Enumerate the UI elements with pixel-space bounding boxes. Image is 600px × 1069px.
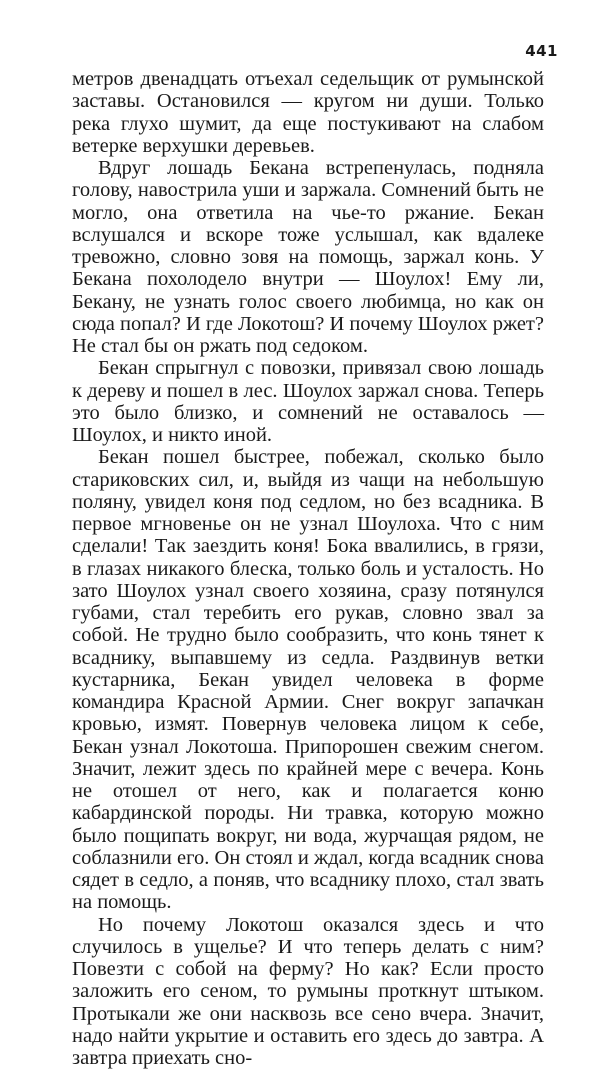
body-text [72,68,544,1069]
paragraph-2: Вдруг лошадь Бекана встрепенулась, подняла голову, навострила уши и заржала. Сомнений быть не могло, она ответила на чье-то ржание. Бекан вслушался и вскоре тоже услышал, как вдалеке тревожно, словно зовя на помощь, заржал конь. У Бекана похолодело внутри — Шоулох! Ему ли, Бекану, не узнать голос своего любимца, но как он сюда попал? И где Локотош? И почему Шоулох ржет? Не стал бы он ржать под седоком. [72,157,544,357]
page-number: 441 [525,42,558,60]
paragraph-4: Бекан пошел быстрее, побежал, сколько было стариковских сил, и, выйдя из чащи на небольшую поляну, увидел коня под седлом, но без всадника. В первое мгновенье он не узнал Шоулоха. Что с ним сделали! Так заездить коня! Бока ввалились, в грязи, в глазах никакого блеска, только боль и усталость. Но зато Шоулох узнал своего хозяина, сразу потянулся губами, стал теребить его рукав, словно звал за собой. Не трудно было сообразить, что конь тянет к всаднику, выпавшему из седла. Раздвинув ветки кустарника, Бекан увидел человека в форме командира Красной Армии. Снег вокруг запачкан кровью, измят. Повернув человека лицом к себе, Бекан узнал Локотоша. Припорошен свежим снегом. Значит, лежит здесь по крайней мере с вечера. Конь не отошел от него, как и полагается коню кабардинской породы. Ни травка, которую можно было пощипать вокруг, ни вода, журчащая рядом, не соблазнили его. Он стоял и ждал, когда всадник снова сядет в седло, а поняв, что всаднику плохо, стал звать на помощь. [72,446,544,913]
paragraph-3: Бекан спрыгнул с повозки, привязал свою лошадь к дереву и пошел в лес. Шоулох заржал снова. Теперь это было близко, и сомнений не оставалось — Шоулох, и никто иной. [72,357,544,446]
paragraph-1: метров двенадцать отъехал седельщик от румынской заставы. Остановился — кругом ни души. Только река глухо шумит, да еще постукивают на слабом ветерке верхушки деревьев. [72,68,544,157]
paragraph-5: Но почему Локотош оказался здесь и что случилось в ущелье? И что теперь делать с ним? Повезти с собой на ферму? Но как? Если просто заложить его сеном, то румыны проткнут штыком. Протыкали же они насквозь все сено вчера. Значит, надо найти укрытие и оставить его здесь до завтра. А завтра приехать сно- [72,914,544,1069]
